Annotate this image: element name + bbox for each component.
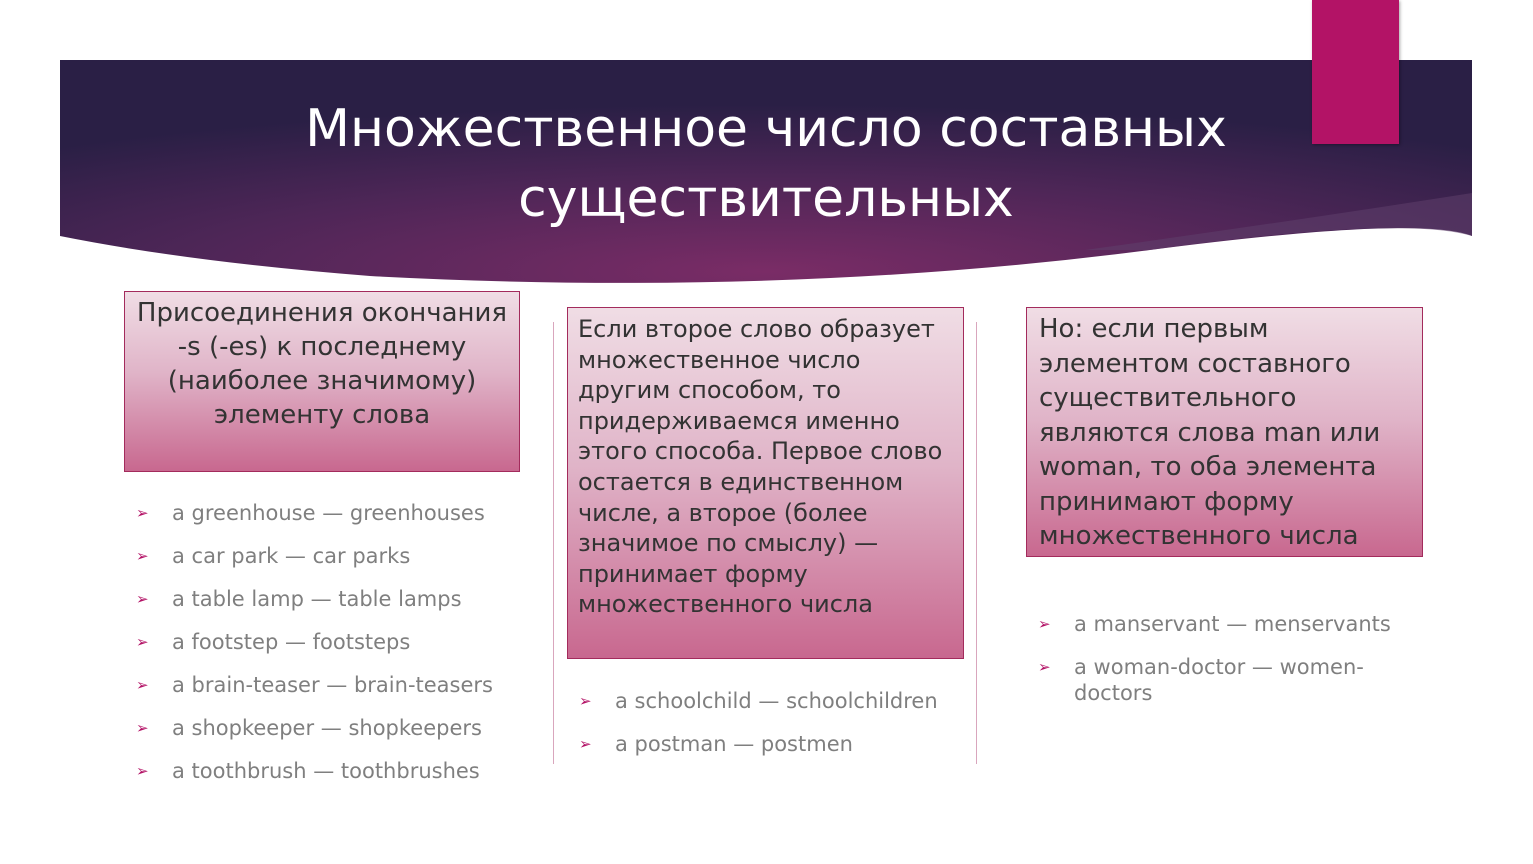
example-list-irregular (579, 688, 979, 774)
list-item (136, 543, 536, 569)
arrow-bullet-icon: ➢ (579, 735, 592, 753)
example-text: a postman — postmen (615, 732, 853, 756)
rule-text-man-woman: Но: если первым элементом составного существительного являются слова man или woman, то оба элемента принимают форму множественного числа (1039, 314, 1381, 551)
column-divider-left (553, 322, 554, 764)
list-item (1038, 654, 1418, 706)
list-item (136, 672, 536, 698)
list-item (579, 731, 979, 757)
example-list-man-woman (1038, 611, 1418, 723)
arrow-bullet-icon: ➢ (136, 762, 149, 780)
example-text: a footstep — footsteps (172, 630, 411, 654)
example-text: a toothbrush — toothbrushes (172, 759, 480, 783)
list-item (136, 586, 536, 612)
arrow-bullet-icon: ➢ (136, 676, 149, 694)
list-item (136, 758, 536, 784)
list-item (136, 500, 536, 526)
arrow-bullet-icon: ➢ (136, 633, 149, 651)
arrow-bullet-icon: ➢ (1038, 615, 1051, 633)
rule-box-irregular (567, 307, 964, 659)
example-text: a schoolchild — schoolchildren (615, 689, 938, 713)
example-list-suffix (136, 500, 536, 801)
example-text: a manservant — menservants (1074, 612, 1391, 636)
arrow-bullet-icon: ➢ (1038, 658, 1051, 676)
slide-title (160, 94, 1372, 234)
rule-box-suffix (124, 291, 520, 472)
rule-text-irregular: Если второе слово образует множественное число другим способом, то придерживаемся именно этого способа. Первое слово остается в единственном числе, а второе (более значимое по смыслу) — принимает форму множественного числа (578, 315, 943, 619)
arrow-bullet-icon: ➢ (136, 504, 149, 522)
arrow-bullet-icon: ➢ (136, 719, 149, 737)
title-line-1: Множественное число составных (305, 99, 1227, 159)
arrow-bullet-icon: ➢ (579, 692, 592, 710)
example-text: a shopkeeper — shopkeepers (172, 716, 482, 740)
example-text: a brain-teaser — brain-teasers (172, 673, 493, 697)
list-item (136, 629, 536, 655)
rule-text-suffix: Присоединения окончания -s (-es) к последнему (наиболее значимому) элементу слова (136, 298, 508, 430)
arrow-bullet-icon: ➢ (136, 547, 149, 565)
arrow-bullet-icon: ➢ (136, 590, 149, 608)
example-text: a greenhouse — greenhouses (172, 501, 485, 525)
example-text: a car park — car parks (172, 544, 411, 568)
example-text: a woman-doctor — women-doctors (1074, 655, 1364, 705)
title-line-2: существительных (518, 169, 1014, 229)
list-item (1038, 611, 1418, 637)
example-text: a table lamp — table lamps (172, 587, 462, 611)
list-item (136, 715, 536, 741)
list-item (579, 688, 979, 714)
rule-box-man-woman (1026, 307, 1423, 557)
